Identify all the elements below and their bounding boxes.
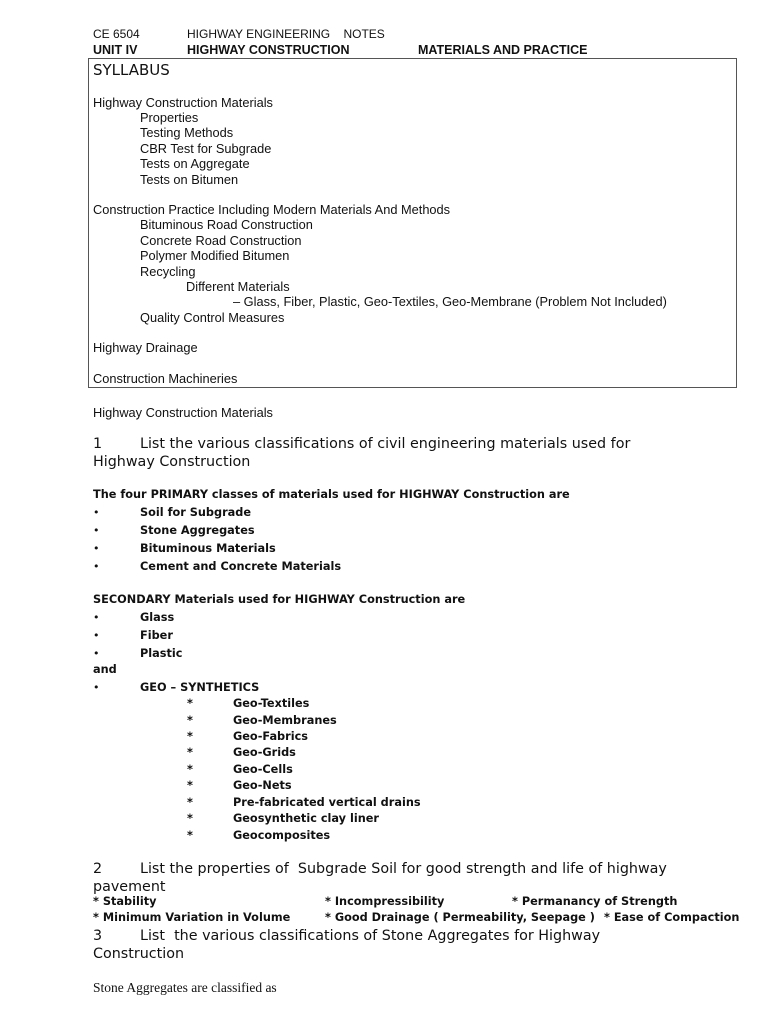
question-text: List the various classifications of Stone Aggregates for Highway — [140, 928, 601, 944]
property-item: * Permanancy of Strength — [512, 895, 678, 908]
syllabus-line: Different Materials — [186, 279, 290, 294]
property-item: * Good Drainage ( Permeability, Seepage ) — [325, 911, 595, 924]
syllabus-line: Testing Methods — [140, 125, 234, 140]
primary-intro: The four PRIMARY classes of materials used for HIGHWAY Construction are — [93, 488, 570, 501]
unit-topic: HIGHWAY CONSTRUCTION — [187, 43, 350, 57]
section-heading: Highway Construction Materials — [93, 405, 273, 420]
star-icon: * — [187, 730, 193, 743]
syllabus-line: Concrete Road Construction — [140, 233, 302, 248]
syllabus-line: – Glass, Fiber, Plastic, Geo-Textiles, Geo-Membrane (Problem Not Included) — [233, 294, 667, 309]
geo-item: Geosynthetic clay liner — [233, 812, 379, 825]
syllabus-line: Polymer Modified Bitumen — [140, 248, 290, 263]
syllabus-line: Highway Drainage — [93, 340, 198, 355]
geo-item: Geo-Membranes — [233, 714, 337, 727]
bullet-icon: • — [93, 681, 100, 694]
bullet-icon: • — [93, 542, 100, 555]
question-text: List the properties of Subgrade Soil for good strength and life of highway — [140, 861, 667, 877]
syllabus-line: Highway Construction Materials — [93, 95, 273, 110]
syllabus-line: Properties — [140, 110, 199, 125]
syllabus-line: Quality Control Measures — [140, 310, 285, 325]
bullet-icon: • — [93, 524, 100, 537]
unit-subtopic: MATERIALS AND PRACTICE — [418, 43, 588, 57]
primary-item: Cement and Concrete Materials — [140, 560, 342, 573]
primary-item: Bituminous Materials — [140, 542, 276, 555]
bullet-icon: • — [93, 629, 100, 642]
geo-item: Geocomposites — [233, 829, 331, 842]
property-item: * Stability — [93, 895, 157, 908]
geo-title: GEO – SYNTHETICS — [140, 681, 260, 694]
answer-intro: Stone Aggregates are classified as — [93, 980, 277, 995]
syllabus-line: CBR Test for Subgrade — [140, 141, 272, 156]
question-number: 2 — [93, 861, 103, 877]
star-icon: * — [187, 796, 193, 809]
star-icon: * — [187, 779, 193, 792]
geo-item: Pre-fabricated vertical drains — [233, 796, 421, 809]
bullet-icon: • — [93, 647, 100, 660]
bullet-icon: • — [93, 506, 100, 519]
star-icon: * — [187, 763, 193, 776]
conjunction: and — [93, 663, 117, 676]
star-icon: * — [187, 812, 193, 825]
property-item: * Ease of Compaction — [604, 911, 740, 924]
geo-item: Geo-Cells — [233, 763, 293, 776]
secondary-item: Glass — [140, 611, 175, 624]
bullet-icon: • — [93, 611, 100, 624]
syllabus-line: Construction Machineries — [93, 371, 238, 386]
secondary-intro: SECONDARY Materials used for HIGHWAY Construction are — [93, 593, 466, 606]
property-item: * Incompressibility — [325, 895, 445, 908]
secondary-item: Fiber — [140, 629, 173, 642]
syllabus-line: Bituminous Road Construction — [140, 217, 313, 232]
secondary-item: Plastic — [140, 647, 183, 660]
syllabus-line: Recycling — [140, 264, 196, 279]
geo-item: Geo-Nets — [233, 779, 292, 792]
question-number: 3 — [93, 928, 103, 944]
syllabus-line: Tests on Aggregate — [140, 156, 250, 171]
syllabus-line: Tests on Bitumen — [140, 172, 239, 187]
geo-item: Geo-Fabrics — [233, 730, 309, 743]
geo-item: Geo-Textiles — [233, 697, 310, 710]
primary-item: Stone Aggregates — [140, 524, 255, 537]
property-item: * Minimum Variation in Volume — [93, 911, 291, 924]
star-icon: * — [187, 829, 193, 842]
star-icon: * — [187, 714, 193, 727]
question-text: Highway Construction — [93, 454, 251, 470]
question-number: 1 — [93, 436, 103, 452]
star-icon: * — [187, 697, 193, 710]
star-icon: * — [187, 746, 193, 759]
question-text: Construction — [93, 946, 185, 962]
question-text: pavement — [93, 879, 166, 895]
syllabus-title: SYLLABUS — [93, 61, 170, 79]
course-title: HIGHWAY ENGINEERING NOTES — [187, 27, 385, 41]
question-text: List the various classifications of civil engineering materials used for — [140, 436, 631, 452]
geo-item: Geo-Grids — [233, 746, 296, 759]
primary-item: Soil for Subgrade — [140, 506, 252, 519]
syllabus-line: Construction Practice Including Modern Materials And Methods — [93, 202, 451, 217]
course-code: CE 6504 — [93, 27, 140, 41]
unit-label: UNIT IV — [93, 43, 138, 57]
bullet-icon: • — [93, 560, 100, 573]
